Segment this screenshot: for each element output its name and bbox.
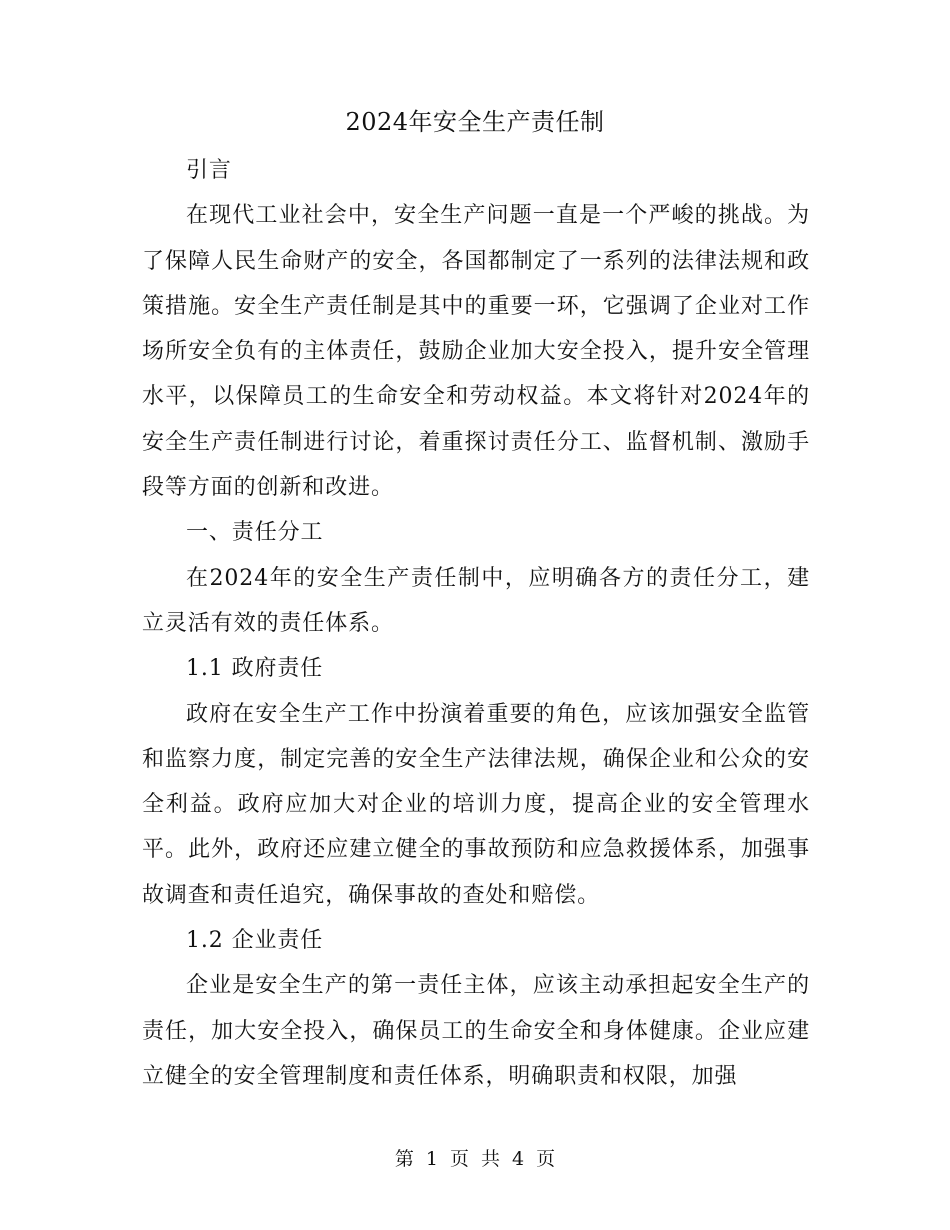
paragraph-enterprise: 企业是安全生产的第一责任主体，应该主动承担起安全生产的责任，加大安全投入，确保员工的生命安全和身体健康。企业应建立健全的安全管理制度和责任体系，明确职责和权限，加强 [142,973,810,1089]
document-body [142,148,810,1099]
paragraph-responsibility-division: 在2024年的安全生产责任制中，应明确各方的责任分工，建立灵活有效的责任体系。 [142,565,810,636]
page-number: 第 1 页 共 4 页 [394,1148,556,1170]
subsection-heading-government: 1.1 政府责任 [186,656,324,682]
subsection-heading-enterprise: 1.2 企业责任 [186,928,324,954]
section-heading-responsibility-division: 一、责任分工 [186,520,324,546]
document-title: 2024年安全生产责任制 [345,108,605,136]
paragraph-intro: 在现代工业社会中，安全生产问题一直是一个严峻的挑战。为了保障人民生命财产的安全，各国都制定了一系列的法律法规和政策措施。安全生产责任制是其中的重要一环，它强调了企业对工作场所安全负有的主体责任，鼓励企业加大安全投入，提升安全管理水平，以保障员工的生命安全和劳动权益。本文将针对2024年的安全生产责任制进行讨论，着重探讨责任分工、监督机制、激励手段等方面的创新和改进。 [142,203,810,501]
section-heading-intro: 引言 [186,158,232,183]
paragraph-government: 政府在安全生产工作中扮演着重要的角色，应该加强安全监管和监察力度，制定完善的安全生产法律法规，确保企业和公众的安全利益。政府应加大对企业的培训力度，提高企业的安全管理水平。此外，政府还应建立健全的事故预防和应急救援体系，加强事故调查和责任追究，确保事故的查处和赔偿。 [142,701,810,908]
